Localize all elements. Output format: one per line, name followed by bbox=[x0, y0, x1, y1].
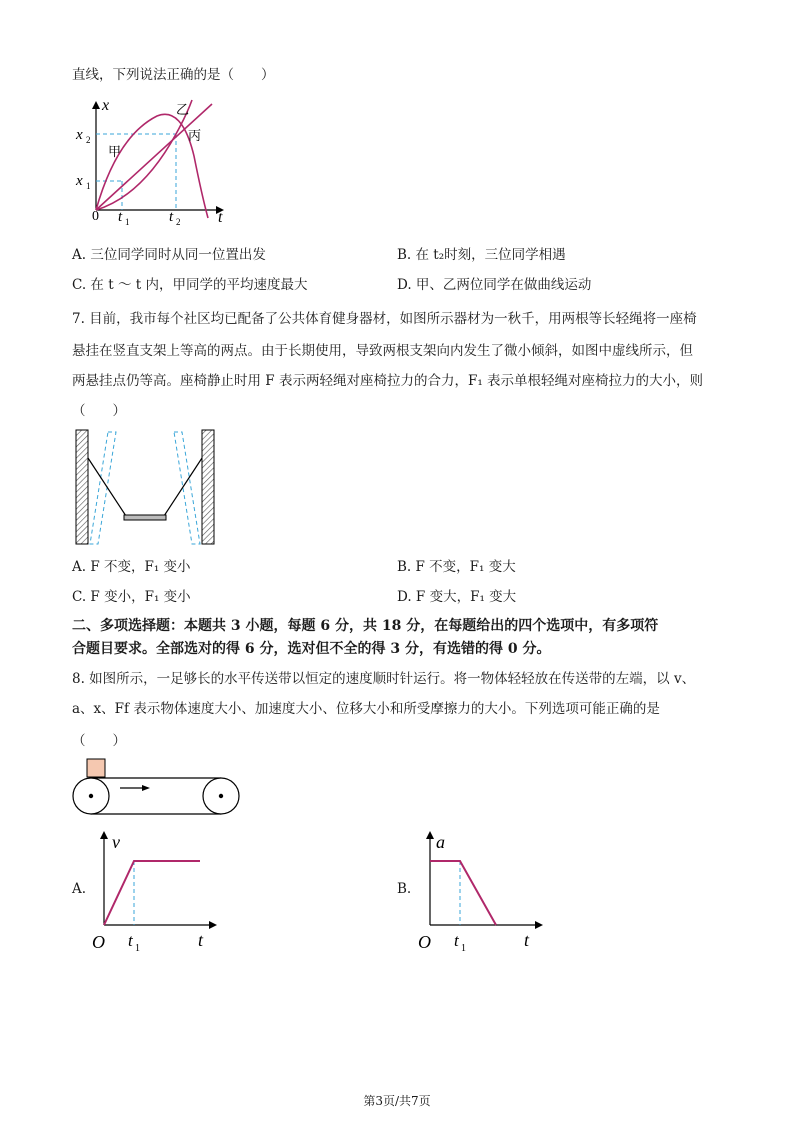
svg-text:2: 2 bbox=[86, 135, 91, 145]
vt-line bbox=[104, 861, 200, 925]
section2-line1: 二、多项选择题：本题共 3 小题，每题 6 分，共 18 分，在每题给出的四个选项中，有多项符 bbox=[72, 618, 659, 634]
label-bing: 丙 bbox=[188, 128, 202, 143]
svg-text:1: 1 bbox=[135, 943, 140, 954]
svg-text:O: O bbox=[418, 932, 431, 952]
section2-line2: 合题目要求。全部选对的得 6 分，选对但不全的得 3 分，有选错的得 0 分。 bbox=[72, 641, 551, 657]
q6-option-c: C. 在 t ～ t 内，甲同学的平均速度最大 bbox=[72, 277, 308, 293]
q7-line2: 悬挂在竖直支架上等高的两点。由于长期使用，导致两根支架向内发生了微小倾斜，如图中虚线所示，但 bbox=[72, 343, 693, 359]
svg-text:2: 2 bbox=[176, 217, 181, 226]
svg-text:t: t bbox=[524, 930, 530, 950]
object-block bbox=[87, 759, 105, 777]
q7-line3: 两悬挂点仍等高。座椅静止时用 F 表示两轻绳对座椅拉力的合力，F₁ 表示单根轻绳对座椅拉力的大小，则 bbox=[72, 373, 704, 389]
axis-t-label: t bbox=[218, 209, 223, 226]
q6-option-b: B. 在 t₂时刻，三位同学相遇 bbox=[397, 247, 566, 263]
svg-text:t: t bbox=[128, 931, 133, 950]
conveyor-belt-diagram bbox=[70, 756, 242, 818]
q8-line2: a、x、Ff 表示物体速度大小、加速度大小、位移大小和所受摩擦力的大小。下列选项可能正确的是 bbox=[72, 701, 660, 717]
svg-text:t: t bbox=[169, 209, 174, 225]
q7-option-a: A. F 不变，F₁ 变小 bbox=[72, 559, 191, 575]
q7-option-d: D. F 变大，F₁ 变大 bbox=[397, 589, 517, 605]
q6-xt-graph bbox=[72, 96, 232, 226]
q7-option-b: B. F 不变，F₁ 变大 bbox=[397, 559, 516, 575]
q7-line1: 7. 目前，我市每个社区均已配备了公共体育健身器材，如图所示器材为一秋千，用两根等长轻绳将一座椅 bbox=[72, 311, 697, 327]
q6-option-a: A. 三位同学同时从同一位置出发 bbox=[72, 247, 266, 263]
q8-option-a-label: A. bbox=[72, 881, 87, 897]
q7-option-c: C. F 变小，F₁ 变小 bbox=[72, 589, 191, 605]
svg-text:x: x bbox=[76, 173, 83, 189]
q8-option-b-at-graph bbox=[416, 828, 546, 956]
svg-text:1: 1 bbox=[461, 943, 466, 954]
at-line bbox=[430, 861, 496, 925]
q8-option-b-label: B. bbox=[397, 881, 412, 897]
svg-text:t: t bbox=[118, 209, 123, 225]
q7-line4: （ ） bbox=[72, 403, 126, 419]
svg-text:v: v bbox=[112, 832, 120, 852]
q6-option-d: D. 甲、乙两位同学在做曲线运动 bbox=[397, 277, 592, 293]
svg-text:0: 0 bbox=[92, 209, 99, 224]
direction-arrow bbox=[142, 785, 150, 791]
swing-diagram bbox=[72, 428, 222, 548]
svg-text:x: x bbox=[76, 127, 83, 143]
q8-line1: 8. 如图所示，一足够长的水平传送带以恒定的速度顺时针运行。将一物体轻轻放在传送带的左端，以 v、 bbox=[72, 671, 696, 687]
label-jia: 甲 bbox=[108, 144, 122, 159]
svg-text:O: O bbox=[92, 932, 105, 952]
page-footer: 第3页/共7页 bbox=[363, 1094, 431, 1108]
svg-text:t: t bbox=[198, 930, 204, 950]
q8-line3: （ ） bbox=[72, 733, 126, 749]
q6-stem-tail: 直线，下列说法正确的是（ ） bbox=[72, 67, 275, 83]
label-yi: 乙 bbox=[176, 102, 190, 117]
axis-x-label: x bbox=[102, 97, 110, 114]
svg-text:t: t bbox=[454, 931, 459, 950]
svg-text:1: 1 bbox=[86, 181, 91, 191]
svg-text:a: a bbox=[436, 832, 445, 852]
svg-text:1: 1 bbox=[125, 217, 130, 226]
q8-option-a-vt-graph bbox=[90, 828, 220, 956]
